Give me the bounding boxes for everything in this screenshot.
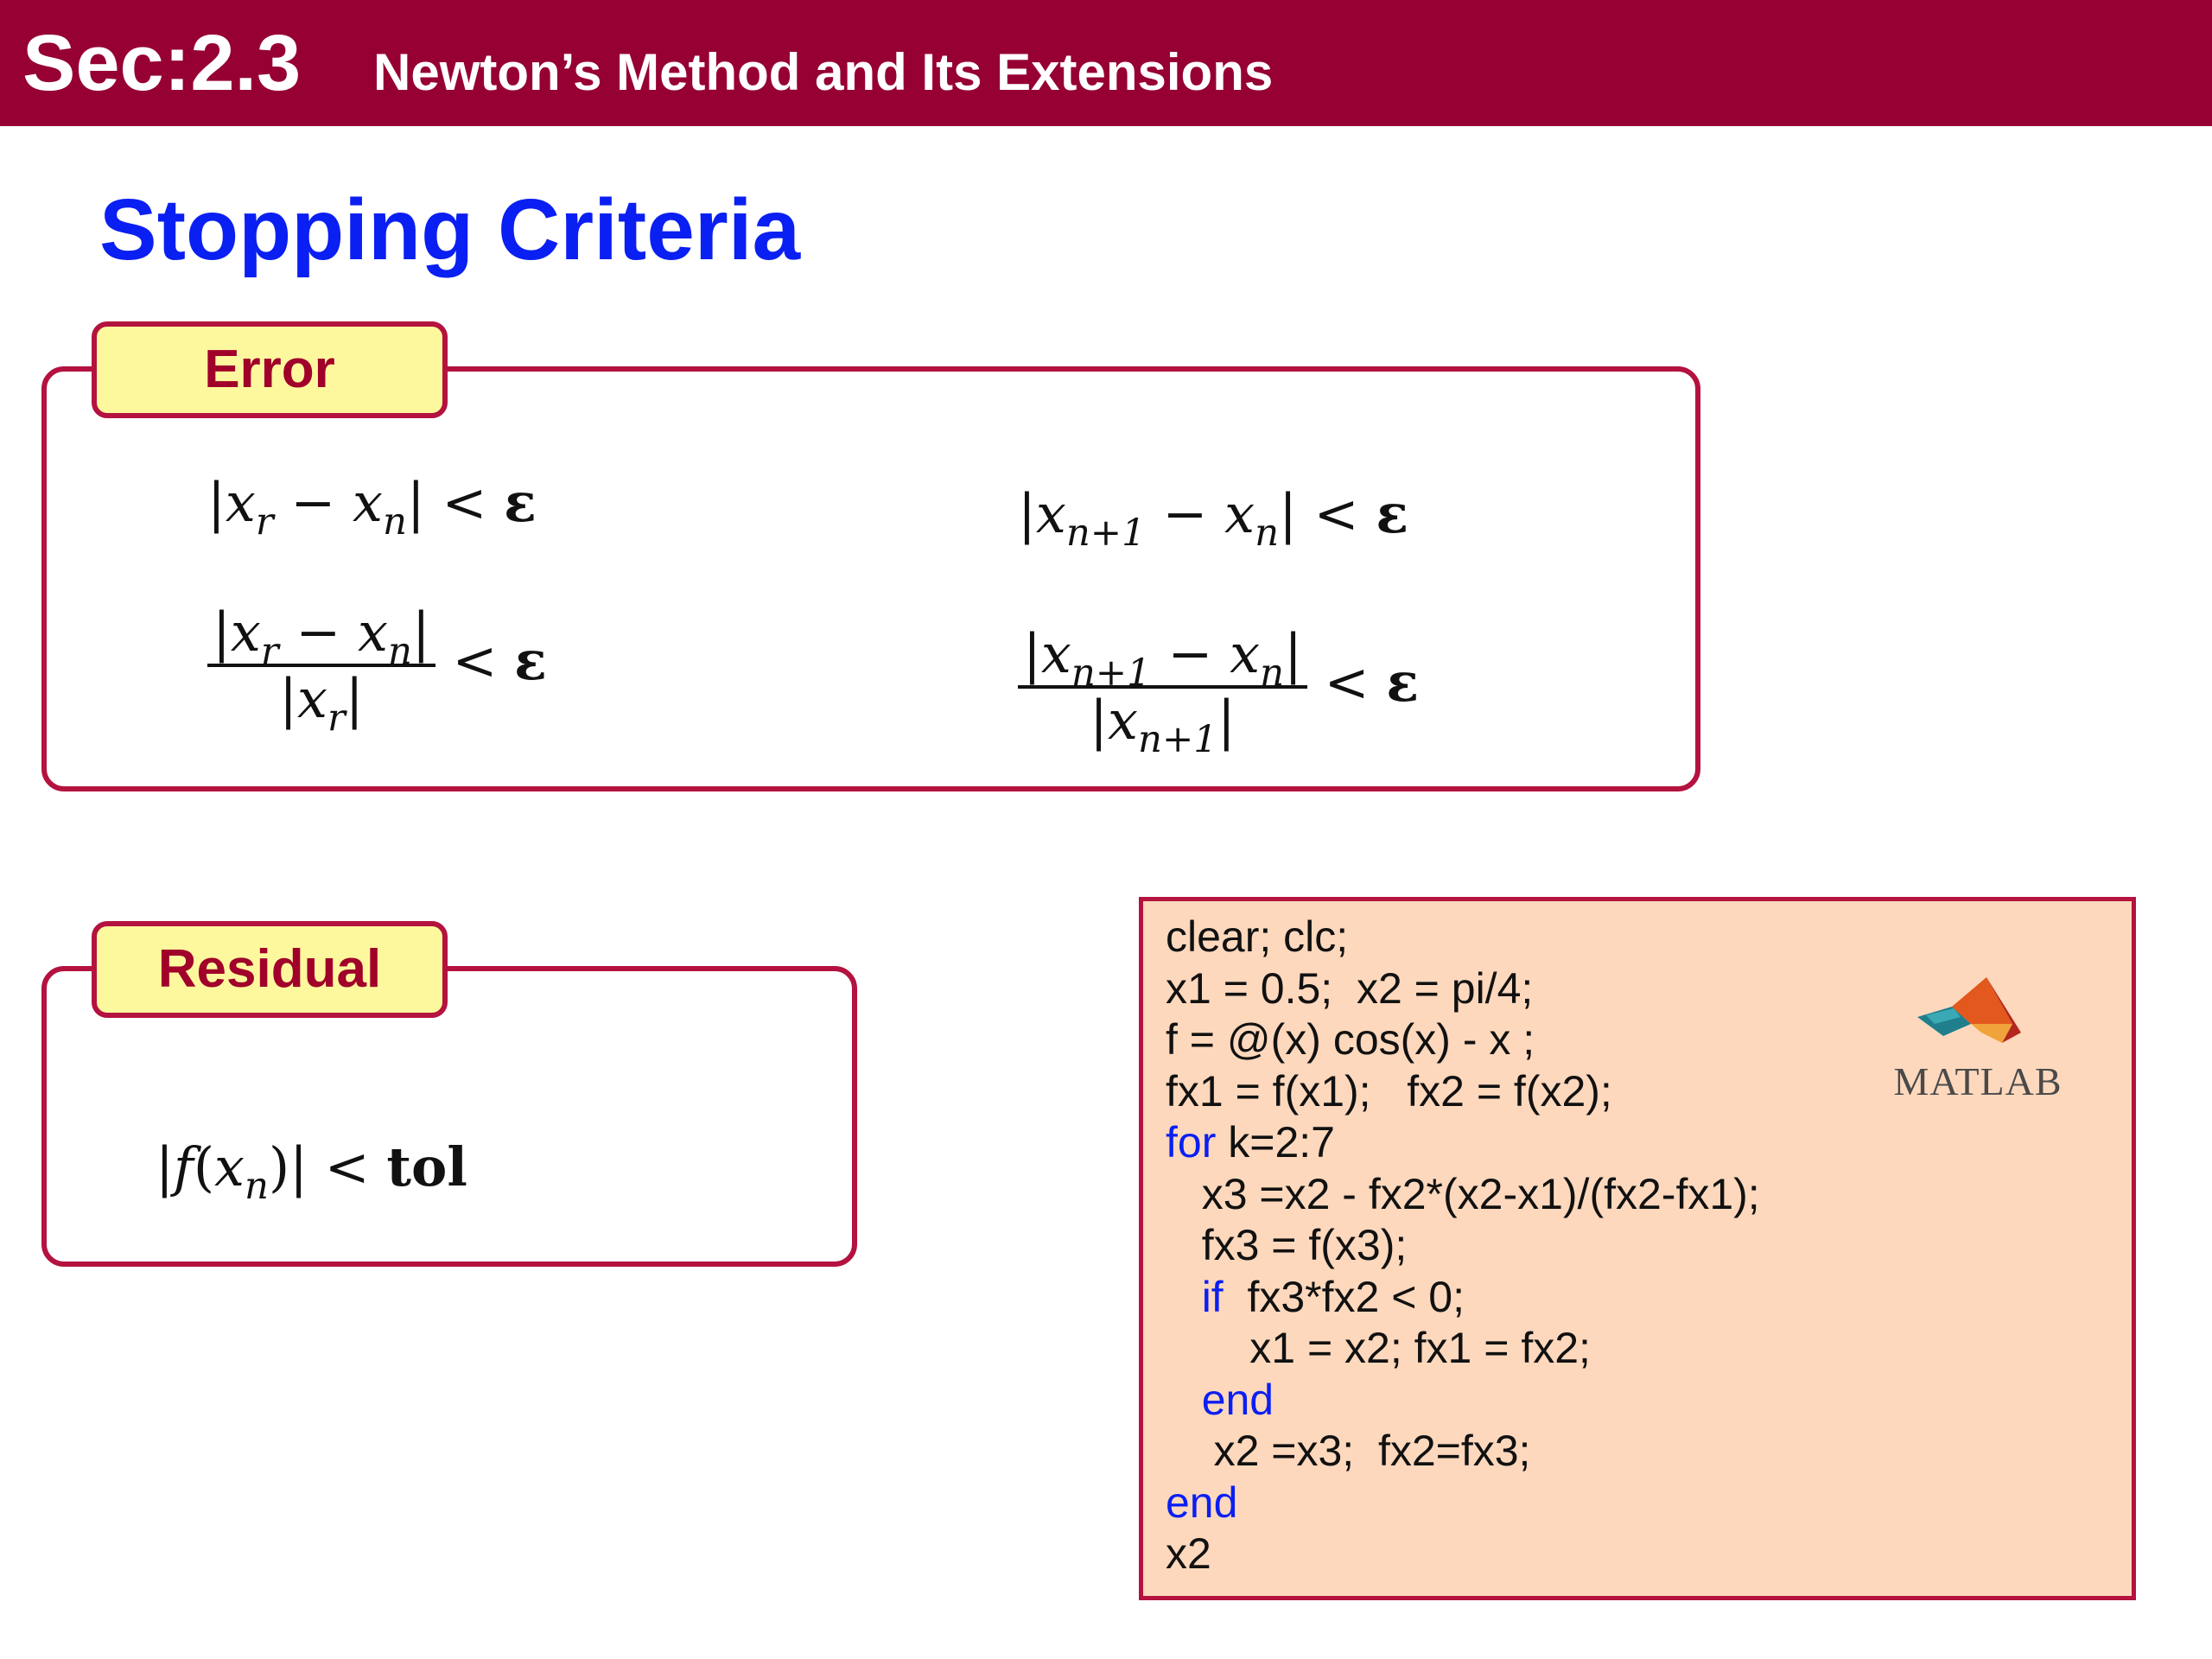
matlab-logo-text: MATLAB — [1893, 1059, 2063, 1103]
slide-title: Stopping Criteria — [99, 181, 801, 278]
code-line: x2 =x3; fx2=fx3; — [1213, 1427, 1531, 1475]
residual-formula: $|f(x_n)|$ < tol — [156, 1135, 467, 1209]
matlab-code-box — [1139, 897, 2136, 1600]
code-listing — [1166, 912, 1760, 1580]
code-line: if fx3*fx2 < 0; — [1201, 1272, 1465, 1321]
relative-error-formula: $\frac{|x_r - x_n|}{|x_r|}$ < ε — [207, 601, 547, 730]
code-line: x1 = x2; fx1 = fx2; — [1249, 1324, 1591, 1372]
code-line: f = @(x) cos(x) - x ; — [1166, 1015, 1535, 1064]
error-label: Error — [92, 321, 448, 418]
abs-error-formula: $|x_r - x_n| < \varepsilon$ — [207, 471, 537, 544]
tol-text: tol — [386, 1135, 467, 1198]
error-box — [41, 366, 1700, 791]
code-line: end — [1166, 1478, 1238, 1527]
code-line: clear; clc; — [1166, 912, 1349, 961]
code-line: x2 — [1166, 1529, 1211, 1578]
code-line: x3 =x2 - fx2*(x2-x1)/(fx2-fx1); — [1201, 1169, 1760, 1218]
abs-successive-formula: $|x_{n+1} - x_n| < \varepsilon$ — [1018, 482, 1409, 556]
code-line: fx3 = f(x3); — [1201, 1221, 1408, 1269]
code-line: x1 = 0.5; x2 = pi/4; — [1166, 963, 1534, 1013]
section-title: Newton’s Method and Its Extensions — [373, 43, 1274, 101]
code-line: end — [1201, 1375, 1274, 1424]
residual-label: Residual — [92, 921, 448, 1018]
header-bar — [0, 0, 2212, 126]
code-line: for k=2:7 — [1166, 1118, 1335, 1166]
relative-successive-formula: $\frac{|x_{n+1} - x_n|}{|x_{n+1}|}$ < ε — [1018, 622, 1419, 752]
matlab-membrane-icon — [1891, 972, 2064, 1058]
code-line: fx1 = f(x1); fx2 = f(x2); — [1166, 1066, 1612, 1116]
matlab-logo — [1891, 972, 2064, 1110]
section-number: Sec:2.3 — [22, 19, 302, 107]
